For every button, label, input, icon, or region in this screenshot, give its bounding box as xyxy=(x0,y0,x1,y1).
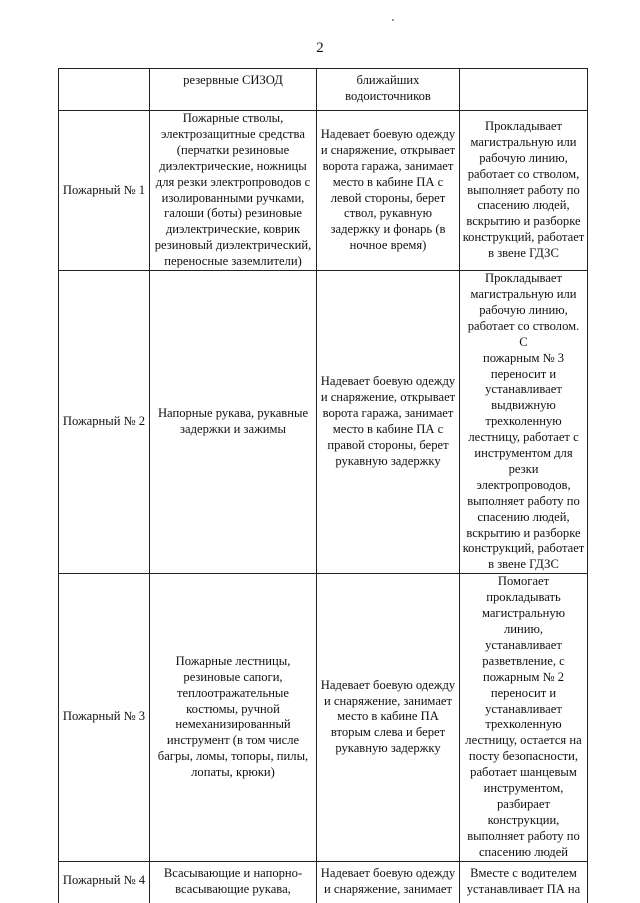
alarm-actions-cell: Надевает боевую одежду и снаряжение, занимает xyxy=(317,861,460,903)
fire-duties-cell: Прокладывает магистральную или рабочую линию, работает со стволом, выполняет работу по спасению людей, вскрытию и разборке конструкций, работает в звене ГДЗС xyxy=(460,111,588,271)
fire-duties-cell: Помогает прокладывать магистральную линию, устанавливает разветвление, с пожарным № 2 переносит и устанавливает трехколенную лестницу, остается на посту безопасности, работает шанцевым инструментом, разбирает конструкции, выполняет работу по спасению людей xyxy=(460,574,588,861)
fire-duties-cell xyxy=(460,69,588,111)
page-number: 2 xyxy=(316,40,324,56)
table-row xyxy=(59,111,588,271)
table-row xyxy=(59,271,588,574)
fire-duties-cell: Прокладывает магистральную или рабочую линию, работает со стволом. С пожарным № 3 переносит и устанавливает выдвижную трехколенную лестницу, работает с инструментом для резки электропроводов, выполняет работу по спасению людей, вскрытию и разборке конструкций, работает в звене ГДЗС xyxy=(460,271,588,574)
scan-speck xyxy=(392,19,394,21)
role-cell: Пожарный № 2 xyxy=(59,271,150,574)
role-cell: Пожарный № 3 xyxy=(59,574,150,861)
alarm-actions-cell: Надевает боевую одежду и снаряжение, открывает ворота гаража, занимает место в кабине ПА с левой стороны, берет ствол, рукавную задержку и фонарь (в ночное время) xyxy=(317,111,460,271)
equipment-cell: Всасывающие и напорно- всасывающие рукава, xyxy=(150,861,317,903)
equipment-cell: Напорные рукава, рукавные задержки и зажимы xyxy=(150,271,317,574)
fire-duties-cell: Вместе с водителем устанавливает ПА на xyxy=(460,861,588,903)
role-cell xyxy=(59,69,150,111)
table-row xyxy=(59,574,588,861)
equipment-cell: резервные СИЗОД xyxy=(150,69,317,111)
role-cell: Пожарный № 1 xyxy=(59,111,150,271)
role-cell: Пожарный № 4 xyxy=(59,861,150,903)
equipment-cell: Пожарные стволы, электрозащитные средства (перчатки резиновые диэлектрические, ножницы для резки электропроводов с изолированными ручками, галоши (боты) резиновые диэлектрические, коврик резиновый диэлектрический, переносные заземлители) xyxy=(150,111,317,271)
alarm-actions-cell: Надевает боевую одежду и снаряжение, занимает место в кабине ПА вторым слева и берет рукавную задержку xyxy=(317,574,460,861)
alarm-actions-cell: ближайших водоисточников xyxy=(317,69,460,111)
table-row xyxy=(59,69,588,111)
equipment-cell: Пожарные лестницы, резиновые сапоги, теплоотражательные костюмы, ручной немеханизированный инструмент (в том числе багры, ломы, топоры, пилы, лопаты, крюки) xyxy=(150,574,317,861)
alarm-actions-cell: Надевает боевую одежду и снаряжение, открывает ворота гаража, занимает место в кабине ПА с правой стороны, берет рукавную задержку xyxy=(317,271,460,574)
crew-duties-table xyxy=(58,68,588,903)
